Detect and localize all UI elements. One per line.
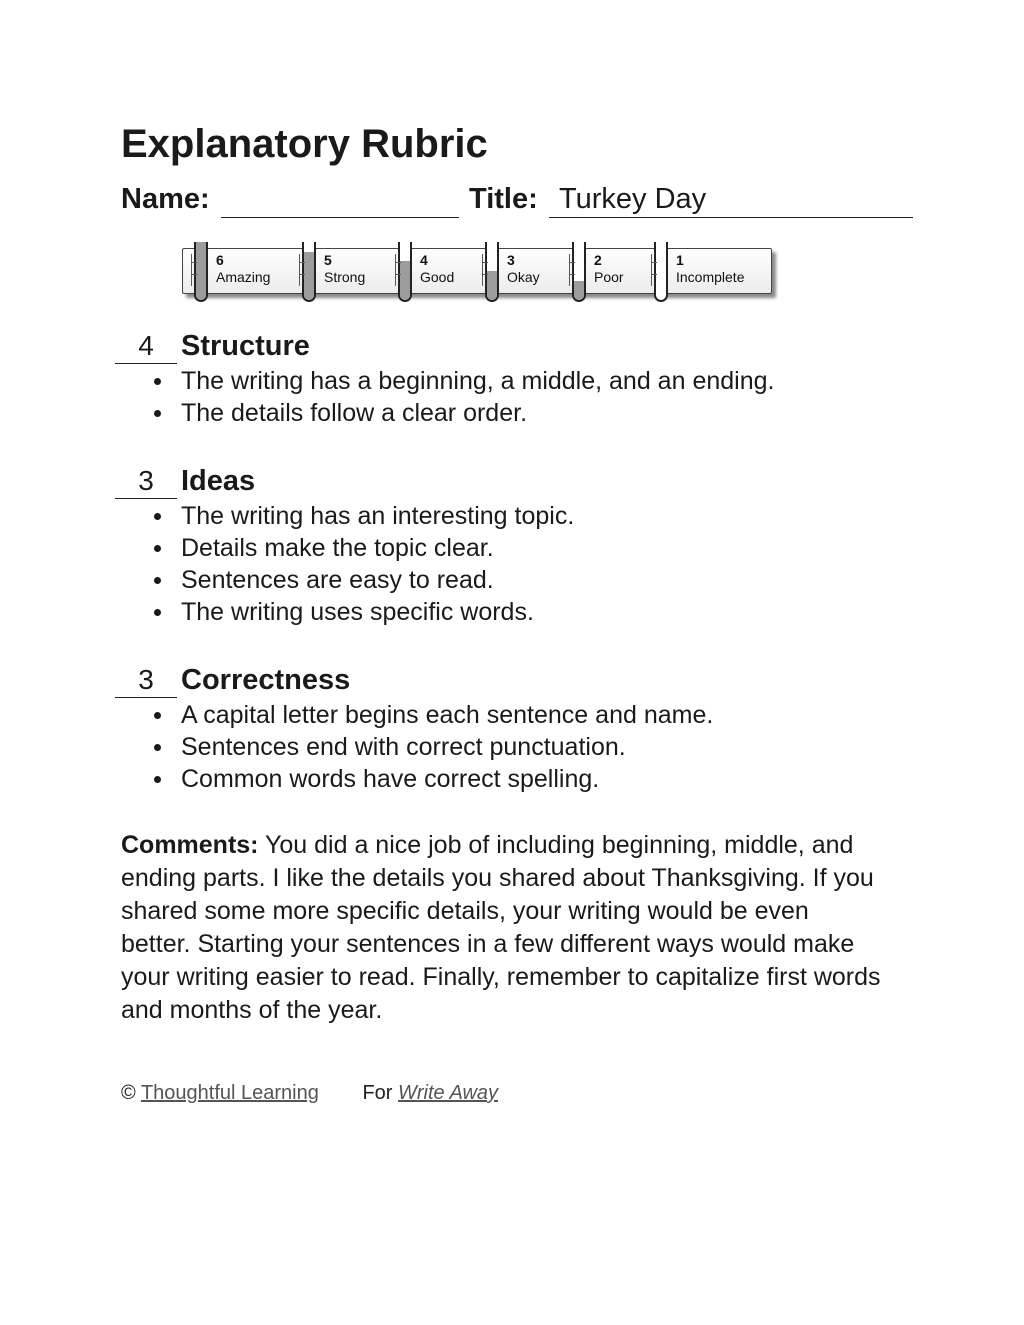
name-title-row [121, 183, 921, 223]
score-field[interactable]: 3 [115, 663, 177, 698]
level-label: Incomplete [676, 269, 745, 285]
criteria-list [181, 365, 774, 429]
copyright-symbol: © [121, 1082, 136, 1104]
criterion-item: The writing has a beginning, a middle, and an ending. [181, 367, 775, 395]
footer [121, 1081, 498, 1105]
scale-level-6 [216, 252, 270, 286]
thoughtful-learning-link[interactable]: Thoughtful Learning [140, 1082, 319, 1104]
scale-level-2 [594, 252, 624, 286]
criterion-item: Details make the topic clear. [181, 532, 574, 564]
section-title: Structure [181, 330, 310, 362]
title-label: Title: [469, 183, 538, 215]
tick-marks [569, 254, 576, 286]
title-value: Turkey Day [559, 183, 707, 215]
level-label: Okay [507, 269, 540, 285]
comments [121, 829, 881, 1027]
level-number: 5 [324, 252, 332, 268]
level-label: Strong [324, 269, 366, 285]
criterion-item: Sentences end with correct punctuation. [181, 731, 713, 763]
page-title: Explanatory Rubric [121, 122, 488, 166]
criterion-item: The writing uses specific words. [181, 596, 574, 628]
criterion-item: A capital letter begins each sentence and name. [181, 701, 714, 729]
criterion-item: Sentences are easy to read. [181, 564, 574, 596]
for-label: For [362, 1082, 393, 1104]
level-number: 4 [420, 252, 428, 268]
comments-text: You did a nice job of including beginning, middle, and ending parts. I like the details you shared about Thanksgiving. If you shared some more specific details, your writing would be even better. Starting your sentences in a few different ways would make your writing easier to read. Finally, remember to capitalize first words and months of the year. [121, 831, 881, 1024]
scale-level-4 [420, 252, 454, 286]
write-away-title: Write Away [398, 1082, 499, 1104]
level-number: 3 [507, 252, 515, 268]
criterion-item: The details follow a clear order. [181, 397, 774, 429]
rating-scale [180, 240, 780, 306]
tick-marks [395, 254, 402, 286]
name-label: Name: [121, 183, 210, 215]
tick-marks [651, 254, 658, 286]
level-label: Poor [594, 269, 624, 285]
score-field[interactable]: 3 [115, 464, 177, 499]
scale-level-3 [507, 252, 540, 286]
level-label: Amazing [216, 269, 271, 285]
tick-marks [299, 254, 306, 286]
tick-marks [482, 254, 489, 286]
level-number: 6 [216, 252, 224, 268]
scale-level-5 [324, 252, 365, 286]
write-away-link[interactable] [398, 1082, 498, 1104]
scale-level-1 [676, 252, 744, 286]
criterion-item: Common words have correct spelling. [181, 763, 713, 795]
criteria-list [181, 699, 713, 795]
comments-label: Comments: [121, 831, 259, 859]
section-title: Correctness [181, 664, 351, 696]
score-field[interactable]: 4 [115, 329, 177, 364]
tick-marks [191, 254, 198, 286]
criteria-list [181, 500, 574, 628]
criterion-item: The writing has an interesting topic. [181, 502, 575, 530]
section-title: Ideas [181, 465, 256, 497]
level-number: 2 [594, 252, 602, 268]
level-number: 1 [676, 252, 684, 268]
name-field[interactable] [221, 183, 459, 218]
level-label: Good [420, 269, 455, 285]
